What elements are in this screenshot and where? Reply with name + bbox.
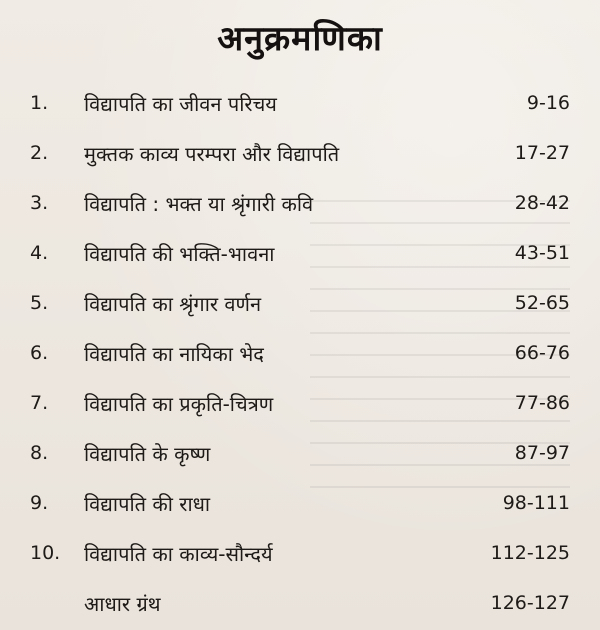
toc-entry-pages: 77-86 (514, 392, 570, 414)
toc-entry-title: विद्यापति का श्रृंगार वर्णन (84, 291, 262, 316)
toc-entry-number: 5. (30, 292, 49, 314)
toc-entry-number: 7. (30, 392, 49, 414)
toc-entry (30, 378, 570, 428)
toc-entry-number: 10. (30, 542, 61, 564)
toc-entry-title: विद्यापति का काव्य-सौन्दर्य (84, 541, 273, 566)
toc-entry-number: 1. (30, 92, 49, 114)
toc-entry-bibliography (30, 578, 570, 628)
toc-entry-pages: 9-16 (526, 92, 570, 114)
table-of-contents (30, 78, 570, 628)
toc-entry (30, 428, 570, 478)
toc-entry-title: मुक्तक काव्य परम्परा और विद्यापति (84, 141, 340, 166)
toc-entry-title: विद्यापति का प्रकृति-चित्रण (84, 391, 274, 416)
toc-entry-title: विद्यापति के कृष्ण (84, 441, 211, 466)
toc-entry (30, 278, 570, 328)
toc-entry (30, 528, 570, 578)
toc-entry (30, 228, 570, 278)
toc-entry-number: 8. (30, 442, 49, 464)
toc-entry-pages: 98-111 (502, 492, 570, 514)
toc-entry-title: आधार ग्रंथ (84, 591, 161, 616)
toc-entry-pages: 28-42 (514, 192, 570, 214)
toc-entry-pages: 87-97 (514, 442, 570, 464)
toc-entry-number: 4. (30, 242, 49, 264)
toc-entry-pages: 43-51 (514, 242, 570, 264)
toc-entry-title: विद्यापति का नायिका भेद (84, 341, 264, 366)
toc-entry-title: विद्यापति का जीवन परिचय (84, 91, 277, 116)
toc-entry-pages: 52-65 (514, 292, 570, 314)
toc-entry (30, 478, 570, 528)
toc-entry (30, 128, 570, 178)
toc-entry-title: विद्यापति की राधा (84, 491, 211, 516)
toc-entry-pages: 112-125 (490, 542, 570, 564)
toc-entry-number: 9. (30, 492, 49, 514)
page-title: अनुक्रमणिका (217, 19, 383, 59)
toc-entry-title: विद्यापति : भक्त या श्रृंगारी कवि (84, 191, 314, 216)
toc-entry-number: 3. (30, 192, 49, 214)
toc-entry-pages: 17-27 (514, 142, 570, 164)
toc-entry-pages: 66-76 (514, 342, 570, 364)
toc-entry (30, 328, 570, 378)
toc-entry-number: 6. (30, 342, 49, 364)
toc-entry-title: विद्यापति की भक्ति-भावना (84, 241, 275, 266)
toc-entry-number: 2. (30, 142, 49, 164)
toc-entry (30, 78, 570, 128)
toc-entry-pages: 126-127 (490, 592, 570, 614)
toc-entry (30, 178, 570, 228)
